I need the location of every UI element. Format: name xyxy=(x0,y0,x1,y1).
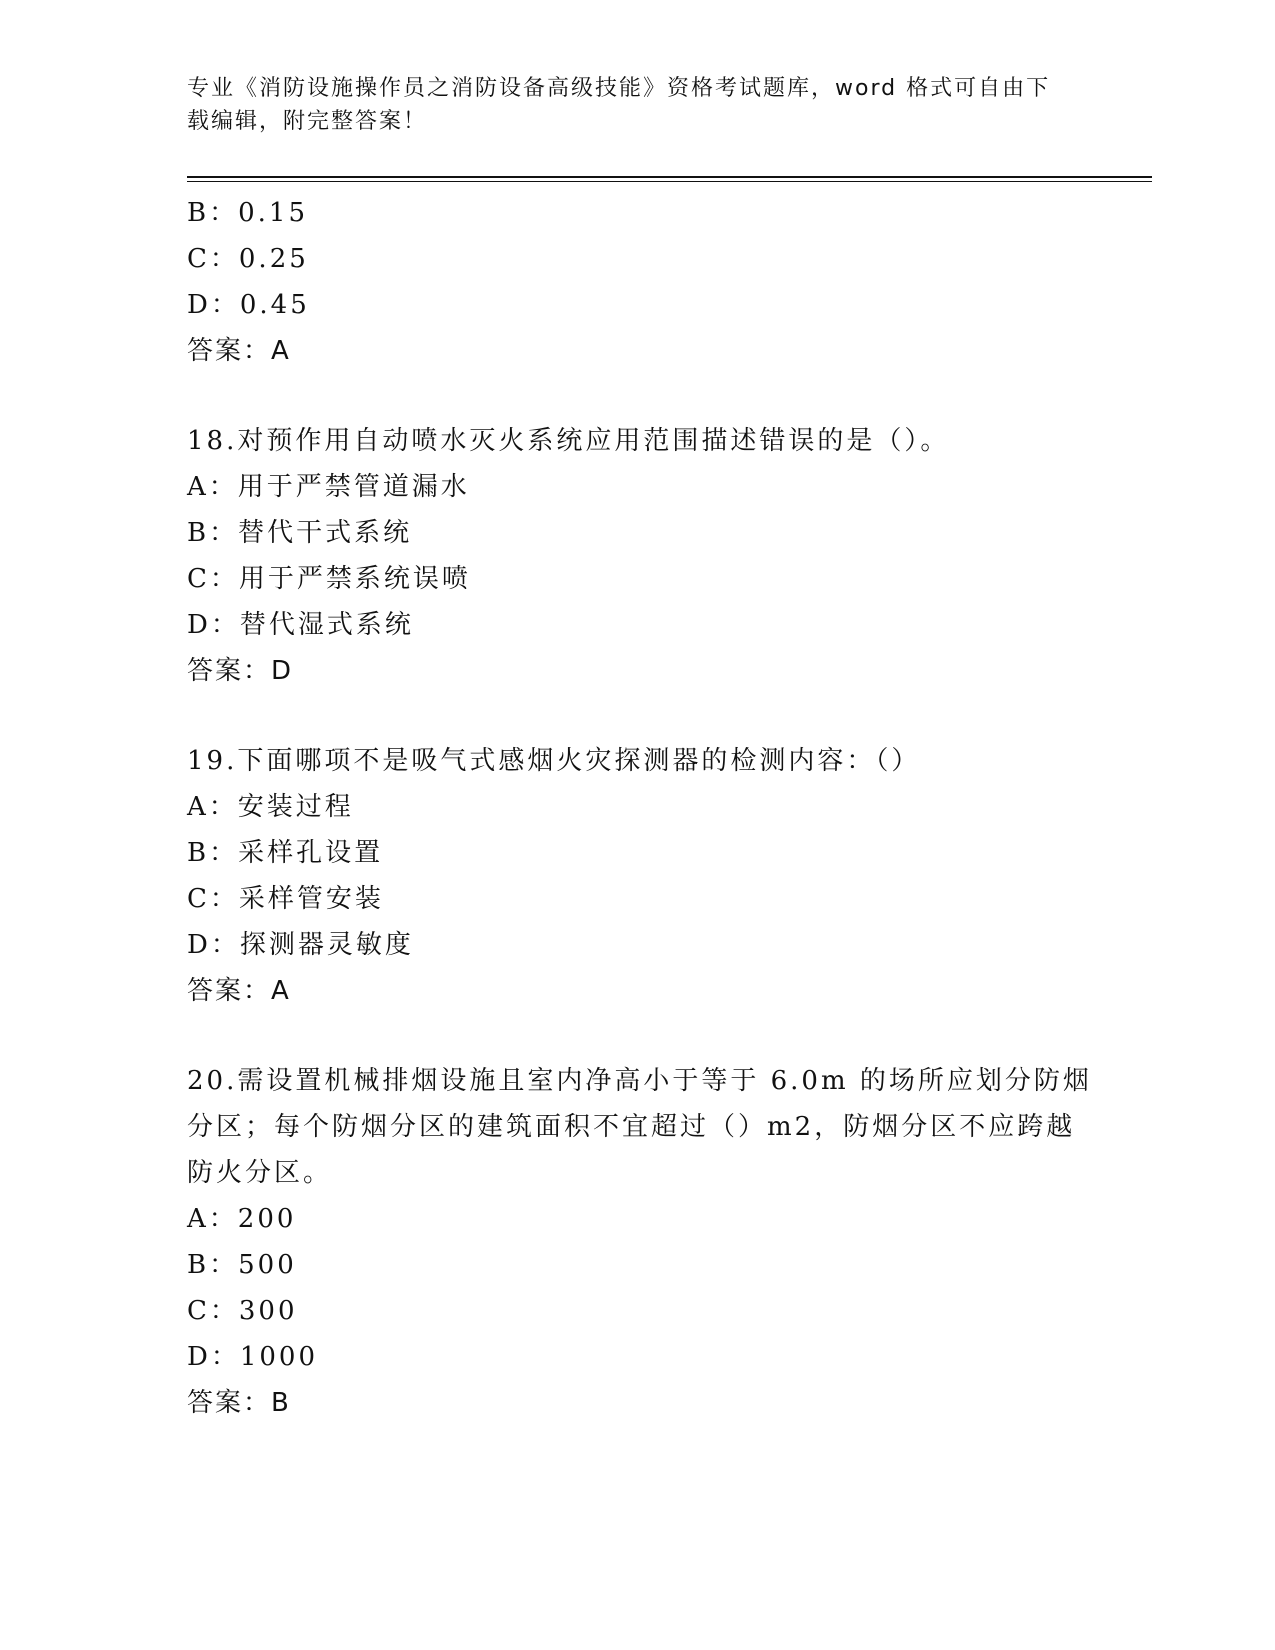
option-b: B：替代干式系统 xyxy=(187,518,413,548)
question-20 xyxy=(187,1058,1092,1426)
question-19 xyxy=(187,738,1067,1014)
answer: 答案：B xyxy=(187,1388,291,1418)
answer: 答案：A xyxy=(187,336,291,366)
option-b: B：500 xyxy=(187,1250,297,1280)
question-text: 18.对预作用自动喷水灭火系统应用范围描述错误的是（）。 xyxy=(187,426,950,456)
header-rule-thick xyxy=(187,176,1152,178)
question-17-continued xyxy=(187,190,1067,374)
question-text: 19.下面哪项不是吸气式感烟火灾探测器的检测内容：（） xyxy=(187,746,921,776)
question-text-line-3: 防火分区。 xyxy=(187,1158,333,1188)
option-d: D：1000 xyxy=(187,1342,319,1372)
question-text-line-2: 分区；每个防烟分区的建筑面积不宜超过（）m2，防烟分区不应跨越 xyxy=(187,1112,1076,1142)
page-header xyxy=(187,72,1087,138)
answer: 答案：A xyxy=(187,976,291,1006)
option-c: C：采样管安装 xyxy=(187,884,384,914)
option-d: D：0.45 xyxy=(187,290,310,320)
question-18 xyxy=(187,418,1067,694)
option-d: D：探测器灵敏度 xyxy=(187,930,414,960)
header-line-1: 专业《消防设施操作员之消防设备高级技能》资格考试题库，word 格式可自由下 xyxy=(187,76,1051,101)
option-a: A：安装过程 xyxy=(187,792,354,822)
option-d: D：替代湿式系统 xyxy=(187,610,414,640)
option-b: B：采样孔设置 xyxy=(187,838,384,868)
option-c: C：300 xyxy=(187,1296,298,1326)
header-line-2: 载编辑，附完整答案！ xyxy=(187,109,428,134)
option-c: C：0.25 xyxy=(187,244,309,274)
option-c: C：用于严禁系统误喷 xyxy=(187,564,471,594)
header-rule-thin xyxy=(187,181,1152,182)
question-list xyxy=(187,190,1092,1426)
option-a: A：200 xyxy=(187,1204,297,1234)
answer: 答案：D xyxy=(187,656,294,686)
option-b: B：0.15 xyxy=(187,198,308,228)
option-a: A：用于严禁管道漏水 xyxy=(187,472,470,502)
question-text-line-1: 20.需设置机械排烟设施且室内净高小于等于 6.0m 的场所应划分防烟 xyxy=(187,1066,1092,1096)
